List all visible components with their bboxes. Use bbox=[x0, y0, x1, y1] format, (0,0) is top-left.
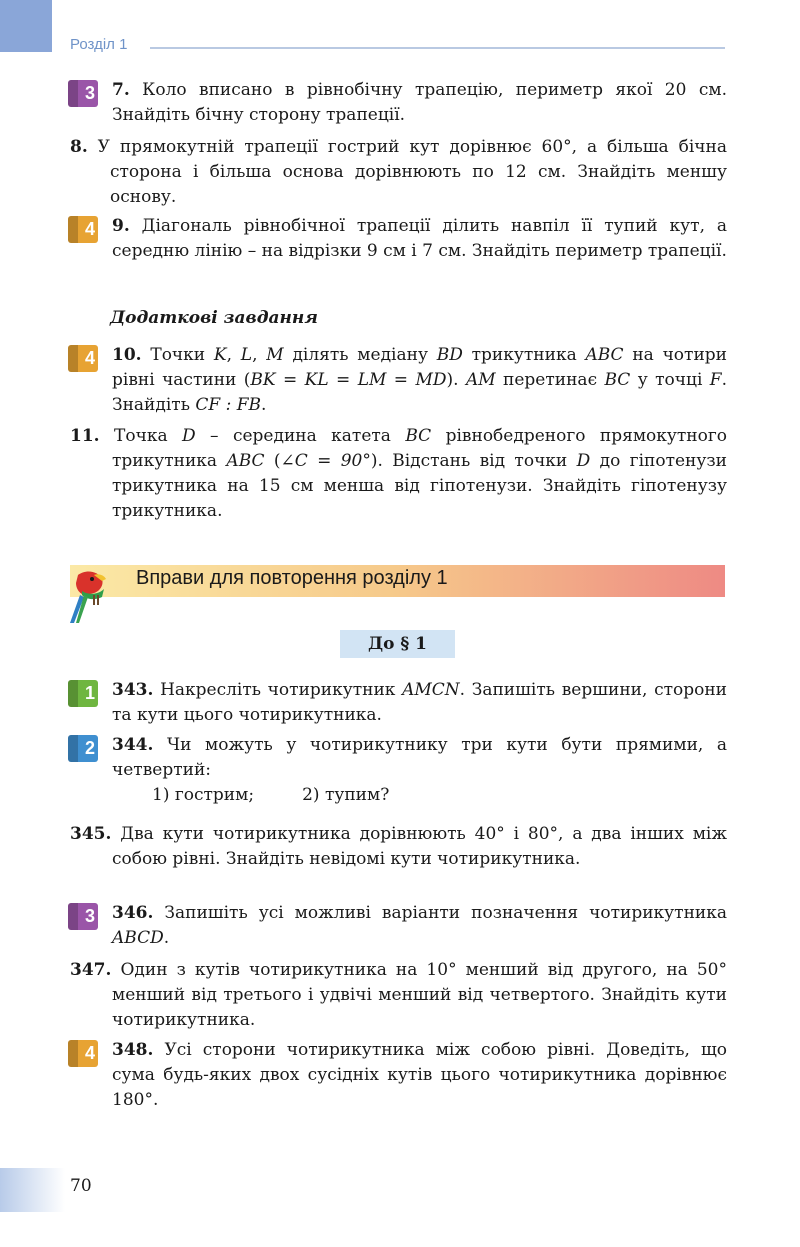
task-text: У прямокутній трапеції гострий кут дорівнює 60°, а більша бічна сторона і більша основа дорівнюють по 12 см. Знайдіть меншу основу. bbox=[97, 137, 727, 207]
exercise-347 bbox=[70, 958, 727, 1033]
exercise-348 bbox=[70, 1038, 727, 1113]
exercise-344 bbox=[70, 733, 727, 808]
math-var: F bbox=[709, 370, 722, 390]
math-var: BC bbox=[405, 426, 432, 446]
math-var: BD bbox=[436, 345, 463, 365]
exercise-number: 347. bbox=[70, 960, 112, 980]
option-1: 1) гострим; bbox=[152, 785, 255, 805]
exercise-number: 343. bbox=[112, 680, 154, 700]
text-fragment: , bbox=[226, 345, 241, 365]
level-4-badge: 4 bbox=[68, 1040, 98, 1067]
additional-tasks-heading: Додаткові завдання bbox=[110, 308, 318, 328]
task-8 bbox=[70, 135, 727, 210]
option-2: 2) тупим? bbox=[302, 785, 390, 805]
text-fragment: . bbox=[261, 395, 267, 415]
text-fragment: Накресліть чотирикутник bbox=[160, 680, 403, 700]
section-label: До § 1 bbox=[340, 630, 455, 658]
parrot-icon bbox=[64, 565, 126, 627]
text-fragment: ( bbox=[264, 451, 281, 471]
page-number: 70 bbox=[70, 1176, 92, 1196]
text-fragment: Точки bbox=[150, 345, 214, 365]
task-9 bbox=[70, 214, 727, 264]
task-number: 9. bbox=[112, 216, 130, 236]
task-number: 10. bbox=[112, 345, 142, 365]
math-var: M bbox=[266, 345, 284, 365]
text-fragment: ). Відстань від точки bbox=[370, 451, 577, 471]
math-var: ABC bbox=[585, 345, 624, 365]
task-10 bbox=[70, 343, 727, 418]
text-fragment: перетинає bbox=[495, 370, 605, 390]
text-fragment: ). bbox=[446, 370, 466, 390]
exercise-number: 344. bbox=[112, 735, 154, 755]
math-expression: CF : FB bbox=[195, 395, 261, 415]
exercise-number: 345. bbox=[70, 824, 112, 844]
task-number: 8. bbox=[70, 137, 88, 157]
exercise-text: Один з кутів чотирикутника на 10° менший від другого, на 50° менший від третього і удвічі менший від четвертого. Знайдіть кути чотирикутника. bbox=[112, 960, 727, 1030]
text-fragment: – середина катета bbox=[195, 426, 406, 446]
chapter-label: Розділ 1 bbox=[70, 36, 128, 53]
text-fragment: рівнобедреного прямокутного трикутника bbox=[112, 426, 728, 471]
level-3-badge: 3 bbox=[68, 903, 98, 930]
exercise-343 bbox=[70, 678, 727, 728]
math-var: D bbox=[182, 426, 196, 446]
exercise-346 bbox=[70, 901, 727, 951]
corner-accent bbox=[0, 0, 52, 52]
exercise-text: Два кути чотирикутника дорівнюють 40° і 80°, а два інших між собою рівні. Знайдіть невідомі кути чотирикутника. bbox=[112, 824, 727, 869]
math-var: D bbox=[576, 451, 591, 471]
level-4-badge: 4 bbox=[68, 345, 98, 372]
exercise-number: 346. bbox=[112, 903, 154, 923]
text-fragment: ділять медіану bbox=[283, 345, 437, 365]
exercise-number: 348. bbox=[112, 1040, 154, 1060]
level-2-badge: 2 bbox=[68, 735, 98, 762]
task-number: 11. bbox=[70, 426, 100, 446]
text-fragment: до гіпотенузи трикутника на 15 см менша від гіпотенузи. Знайдіть гіпотенузу трикутника. bbox=[112, 451, 727, 521]
exercise-345 bbox=[70, 822, 727, 872]
task-number: 7. bbox=[112, 80, 130, 100]
text-fragment: . bbox=[163, 928, 170, 948]
exercise-text: Усі сторони чотирикутника між собою рівні. Доведіть, що сума будь-яких двох сусідніх кутів цього чотирикутника дорівнює 180°. bbox=[112, 1040, 728, 1110]
text-fragment: у точці bbox=[630, 370, 710, 390]
task-text: Діагональ рівнобічної трапеції ділить навпіл її тупий кут, а середню лінію – на відрізки 9 см і 7 см. Знайдіть периметр трапеції. bbox=[112, 216, 728, 261]
text-fragment: Запишіть усі можливі варіанти позначення чотирикутника bbox=[164, 903, 727, 923]
math-var: AMCN bbox=[402, 680, 460, 700]
text-fragment: Точка bbox=[114, 426, 182, 446]
math-var: AM bbox=[465, 370, 496, 390]
math-var: BC bbox=[604, 370, 631, 390]
math-var: L bbox=[240, 345, 253, 365]
text-fragment: трикутника bbox=[462, 345, 586, 365]
math-var: ABC bbox=[226, 451, 265, 471]
task-text: Коло вписано в рівнобічну трапецію, периметр якої 20 см. Знайдіть бічну сторону трапеції. bbox=[112, 80, 727, 125]
level-4-badge: 4 bbox=[68, 216, 98, 243]
text-fragment: . Знайдіть bbox=[112, 370, 727, 415]
math-var: K bbox=[213, 345, 227, 365]
math-expression: ∠C = 90° bbox=[280, 451, 371, 471]
footer-accent bbox=[0, 1168, 65, 1212]
math-expression: BK = KL = LM = MD bbox=[250, 370, 447, 390]
task-7 bbox=[70, 78, 727, 128]
banner-title: Вправи для повторення розділу 1 bbox=[136, 567, 448, 589]
text-fragment: , bbox=[252, 345, 267, 365]
header-rule bbox=[150, 47, 725, 49]
answer-options bbox=[112, 783, 727, 808]
text-fragment: . Запишіть вершини, сторони та кути цього чотирикутника. bbox=[112, 680, 728, 725]
text-fragment: на чотири рівні частини ( bbox=[112, 345, 727, 390]
math-var: ABCD bbox=[112, 928, 164, 948]
exercise-text: Чи можуть у чотирикутнику три кути бути прямими, а четвертий: bbox=[112, 735, 728, 780]
level-3-badge: 3 bbox=[68, 80, 98, 107]
level-1-badge: 1 bbox=[68, 680, 98, 707]
task-11 bbox=[70, 424, 727, 524]
